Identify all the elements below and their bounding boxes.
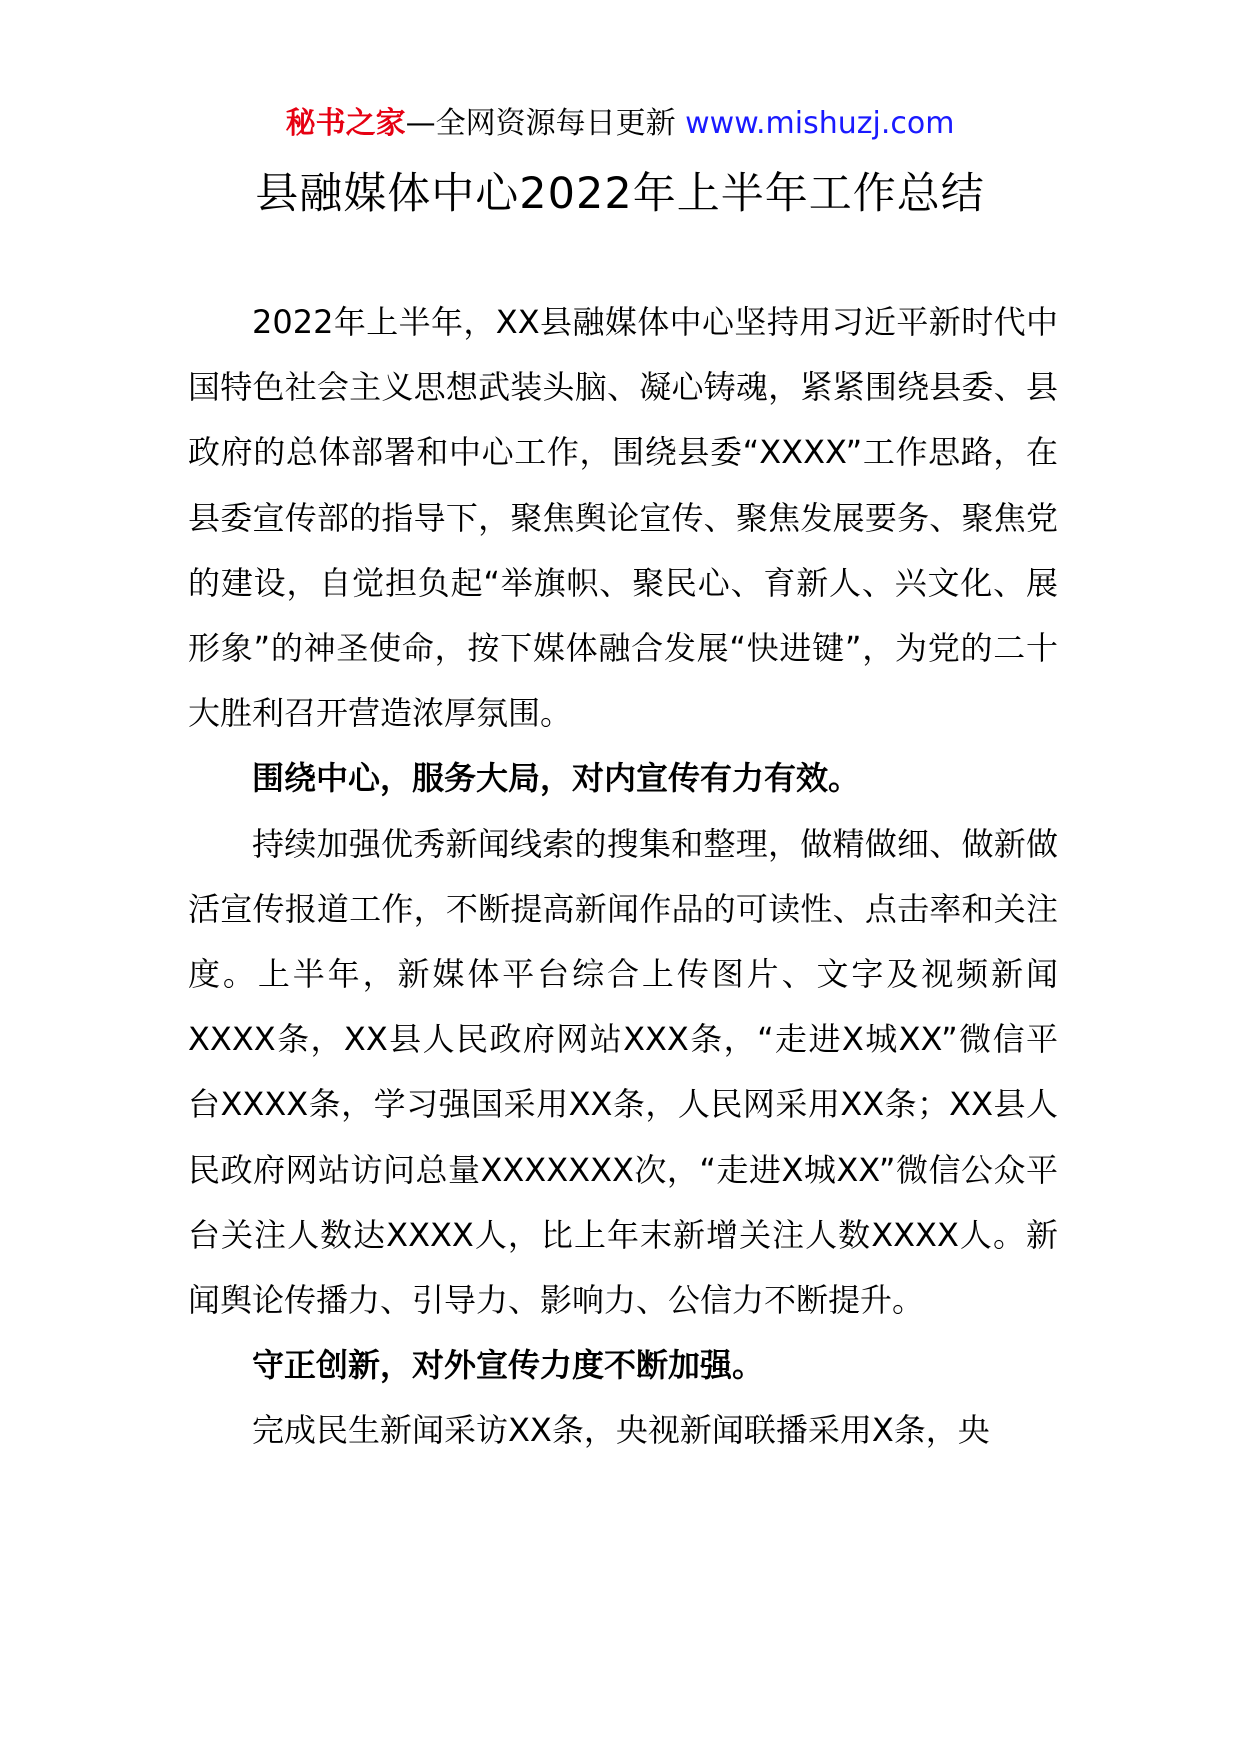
document-title: 县融媒体中心2022年上半年工作总结 — [255, 169, 985, 219]
document-body — [188, 290, 1058, 1464]
header-tagline: —全网资源每日更新 — [405, 106, 676, 141]
intro-paragraph: 2022年上半年，XX县融媒体中心坚持用习近平新时代中国特色社会主义思想武装头脑、凝心铸魂，紧紧围绕县委、县政府的总体部署和中心工作，围绕县委“XXXX”工作思路，在县委宣传部的指导下，聚焦舆论宣传、聚焦发展要务、聚焦党的建设，自觉担负起“举旗帜、聚民心、育新人、兴文化、展形象”的神圣使命，按下媒体融合发展“快进键”，为党的二十大胜利召开营造浓厚氛围。 — [188, 303, 1058, 733]
section-heading-2: 守正创新，对外宣传力度不断加强。 — [252, 1346, 765, 1385]
site-url-link[interactable]: www.mishuzj.com — [685, 106, 955, 141]
section-heading-1: 围绕中心，服务大局，对内宣传有力有效。 — [252, 759, 861, 798]
watermark-header — [0, 100, 1240, 148]
section-paragraph-2: 完成民生新闻采访XX条，央视新闻联播采用X条，央 — [252, 1411, 990, 1450]
brand-name: 秘书之家 — [285, 106, 406, 141]
section-paragraph-1: 持续加强优秀新闻线索的搜集和整理，做精做细、做新做活宣传报道工作，不断提高新闻作品的可读性、点击率和关注度。上半年，新媒体平台综合上传图片、文字及视频新闻XXXX条，XX县人民政府网站XXX条，“走进X城XX”微信平台XXXX条，学习强国采用XX条，人民网采用XX条；XX县人民政府网站访问总量XXXXXXX次，“走进X城XX”微信公众平台关注人数达XXXX人，比上年末新增关注人数XXXX人。新闻舆论传播力、引导力、影响力、公信力不断提升。 — [188, 824, 1058, 1320]
